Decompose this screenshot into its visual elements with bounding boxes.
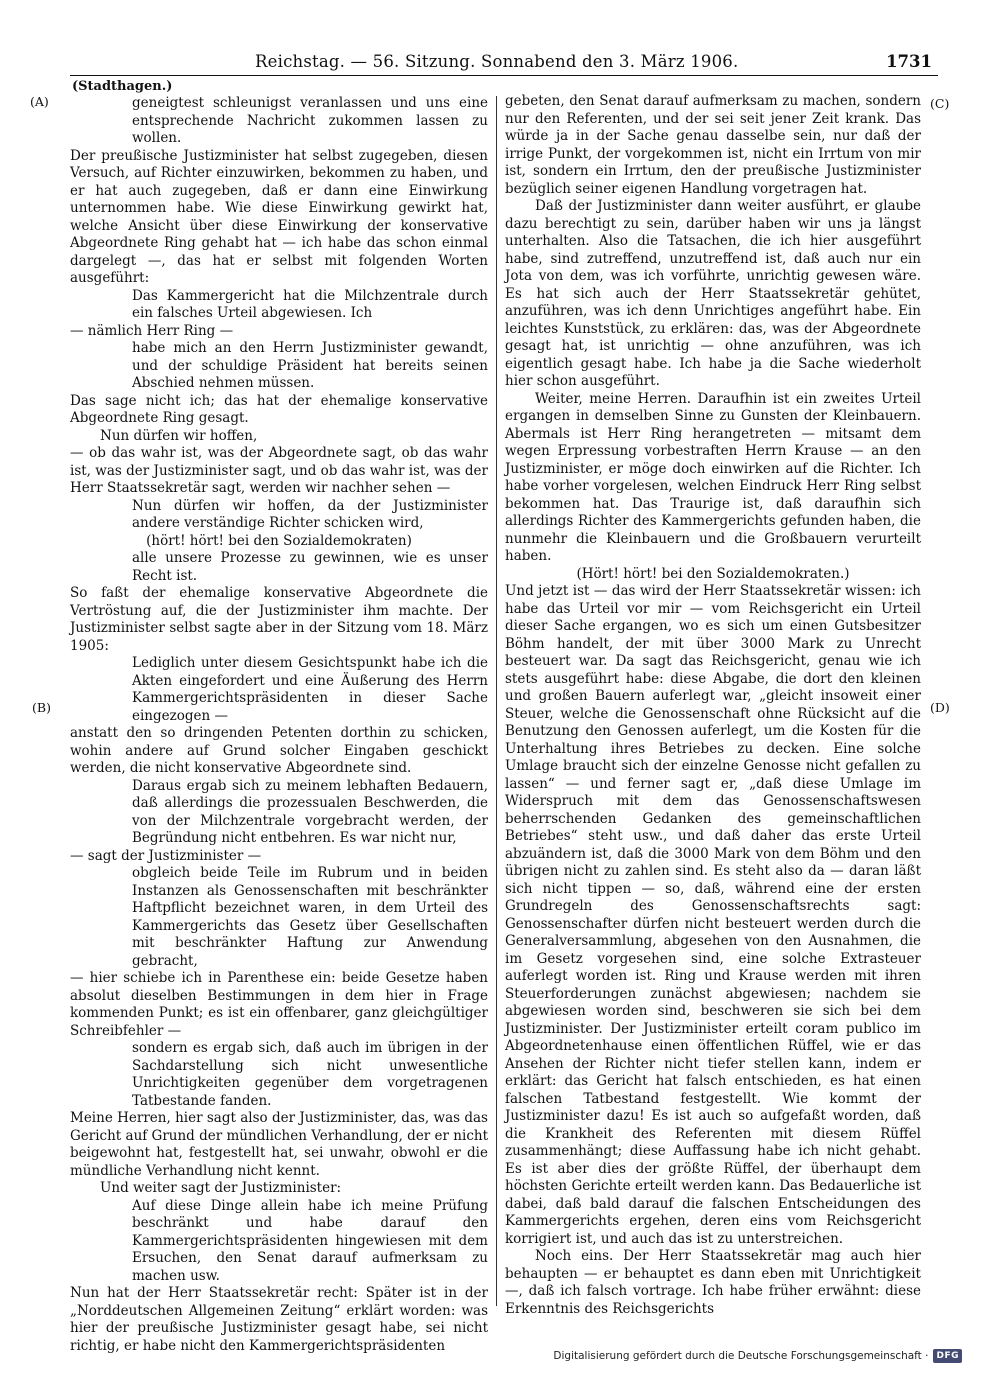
page-number: 1731 bbox=[886, 52, 932, 71]
left-column-paragraph: Das sage nicht ich; das hat der ehemalige konservative Abgeordnete Ring gesagt. bbox=[70, 392, 488, 426]
column-divider bbox=[496, 96, 497, 1306]
margin-marker-a: (A) bbox=[30, 94, 49, 109]
left-column-paragraph: Das Kammergericht hat die Milchzentrale durch ein falsches Urteil abgewiesen. Ich bbox=[132, 287, 488, 321]
left-column-paragraph: Der preußische Justizminister hat selbst zugegeben, diesen Versuch, auf Richter einzuwirken, bekommen zu haben, und er hat auch zugegeben, daß er dann eine Einwirkung unternommen habe. Wie diese Einwirkung gewirkt hat, welche Ansicht über diese Einwirkung der konservative Abgeordnete Ring gehabt hat — ich habe das schon einmal dargelegt —, das hat er selbst mit folgenden Worten ausgeführt: bbox=[70, 147, 488, 286]
left-column-paragraph: Nun hat der Herr Staatssekretär recht: Später ist in der „Norddeutschen Allgemeinen Zeitung“ erklärt worden: was hier der preußische Justizminister gesagt habe, sei nicht richtig, er habe nicht den Kammergerichtspräsidenten bbox=[70, 1285, 488, 1354]
left-column-paragraph: Lediglich unter diesem Gesichtspunkt habe ich die Akten eingefordert und eine Äußerung des Herrn Kammergerichtspräsidenten in dieser Sache eingezogen — bbox=[132, 655, 488, 724]
footer-credit: Digitalisierung gefördert durch die Deutsche Forschungsgemeinschaft · bbox=[553, 1350, 929, 1362]
page-footer bbox=[553, 1349, 962, 1363]
left-column-paragraph: — hier schiebe ich in Parenthese ein: beide Gesetze haben absolut dieselben Bestimmungen in dem hier in Frage kommenden Punkt; es ist ein offenbarer, ganz gleichgültiger Schreibfehler — bbox=[70, 970, 488, 1039]
left-column-paragraph: — nämlich Herr Ring — bbox=[70, 322, 234, 339]
right-column-paragraph: Noch eins. Der Herr Staatssekretär mag auch hier behaupten — er behauptet es dann eben mit Unrichtigkeit —, daß ich falsch vortrage. Ich habe früher erwähnt: diese Erkenntnis des Reichsgerichts bbox=[505, 1248, 921, 1317]
left-column-text bbox=[70, 95, 488, 1355]
left-column-paragraph: anstatt den so dringenden Petenten dorthin zu schicken, wohin andere auf Grund solcher Eingaben geschickt werden, die nicht konservative Abgeordnete sind. bbox=[70, 725, 488, 776]
header-title: Reichstag. — 56. Sitzung. Sonnabend den 3. März 1906. bbox=[255, 52, 739, 71]
left-column-paragraph: habe mich an den Herrn Justizminister gewandt, und der schuldige Präsident hat bereits seinen Abschied nehmen müssen. bbox=[132, 340, 488, 391]
left-column-paragraph: obgleich beide Teile im Rubrum und in beiden Instanzen als Genossenschaften mit beschränkter Haftpflicht bezeichnet waren, in dem Urteil des Kammergerichts das Gesetz über Gesellschaften mit beschränkter Haftung zur Anwendung gebracht, bbox=[132, 865, 488, 969]
right-column bbox=[505, 93, 921, 1318]
left-column-paragraph: Meine Herren, hier sagt also der Justizminister, das, was das Gericht auf Grund der mündlichen Verhandlung, der er nicht beigewohnt hat, festgestellt hat, sei unwahr, obwohl er die mündliche Verhandlung nicht kennt. bbox=[70, 1110, 488, 1179]
margin-marker-b: (B) bbox=[32, 700, 51, 715]
header-rule bbox=[70, 75, 938, 76]
right-column-paragraph: Daß der Justizminister dann weiter ausführt, er glaube dazu berechtigt zu sein, darüber haben wir uns ja längst unterhalten. Also die Tatsachen, die ich hier ausgeführt habe, sind zutreffend, unzutreffend ist, daß auch nur ein Jota von dem, was ich vorführte, unrichtig gewesen wäre. Es hat sich auch der Herr Staatssekretär gehütet, anzuführen, was ich denn Unrichtiges angeführt habe. Ein leichtes Kunststück, zu erklären: das, was der Abgeordnete gesagt hat, ist unrichtig — ohne anzuführen, was ich eigentlich gesagt habe. Ich habe ja die Sache wiederholt hier schon ausgeführt. bbox=[505, 198, 921, 389]
margin-marker-d: (D) bbox=[930, 700, 950, 715]
dfg-logo: DFG bbox=[933, 1349, 962, 1363]
right-column-paragraph: Und jetzt ist — das wird der Herr Staatssekretär wissen: ich habe das Urteil vor mir — vom Reichsgericht ein Urteil dieser Sache ergangen, wo es sich um einen Gutsbesitzer Böhm handelt, der mit über 3000 Mark zu Unrecht besteuert war. Da sagt das Reichsgericht, genau wie ich stets ausgeführt habe: diese Abgabe, die dort den kleinen und großen Bauern auferlegt war, „gleicht insoweit einer Steuer, welche die Genossenschaft ohne Rücksicht auf die Benutzung den Genossen auferlegt, um die Kosten für die Unterhaltung ihres Betriebes zu decken. Eine solche Umlage braucht sich der einzelne Genosse nicht gefallen zu lassen“ — und ferner sagt er, „daß diese Umlage im Widerspruch mit dem das Genossenschaftswesen beherrschenden Gedanken des gemeinschaftlichen Betriebes“ steht usw., und daß daher das erste Urteil abzuändern ist, daß die 3000 Mark von dem Böhm und den übrigen nicht zu zahlen sind. Es steht also da — daran läßt sich nicht tippen — so, daß, während eine der ersten Grundregeln des Genossenschaftsrechts sagt: Genossenschafter dürfen nicht besteuert werden durch die Generalversammlung, abgesehen von den Ausnahmen, die im Gesetz vorgesehen sind, eine solche Extrasteuer auferlegt worden ist. Ring und Krause werden mit ihren Steuerforderungen zunächst abgewiesen; nachdem sie abgewiesen worden sind, beschweren sie sich bei dem Justizminister. Der Justizminister erteilt coram publico im Abgeordnetenhause einen öffentlichen Rüffel, wie er das Ansehen der Richter nicht tiefer stellen kann, indem er erklärt: das Gericht hat falsch entschieden, es hat einen falschen Tatbestand festgestellt. Wie kommt der Justizminister dazu! Es ist auch so aufgefaßt worden, daß die Krankheit des Referenten mit diesem Rüffel zusammenhängt; diese Auffassung habe ich nicht gehabt. Es ist aber dies der größte Rüffel, der überhaupt dem höchsten Gerichte erteilt werden kann. Das Bedauerliche ist dabei, daß bald darauf die falschen Entscheidungen des Kammergerichts ergehen, deren eins vom Reichsgericht korrigiert ist, und auch das ist zu unterstreichen. bbox=[505, 583, 921, 1247]
right-column-paragraph: (Hört! hört! bei den Sozialdemokraten.) bbox=[576, 565, 850, 582]
left-column-paragraph: Nun dürfen wir hoffen, da der Justizminister andere verständige Richter schicken wird, bbox=[132, 497, 488, 531]
left-column-paragraph: alle unsere Prozesse zu gewinnen, wie es unser Recht ist. bbox=[132, 550, 488, 584]
left-column-paragraph: — ob das wahr ist, was der Abgeordnete sagt, ob das wahr ist, was der Justizminister sagt, und ob das wahr ist, was der Herr Staatssekretär sagt, werden wir nachher sehen — bbox=[70, 445, 488, 496]
margin-marker-c: (C) bbox=[930, 96, 950, 111]
left-column-paragraph: Auf diese Dinge allein habe ich meine Prüfung beschränkt und habe darauf den Kammergerichtspräsidenten hingewiesen mit dem Ersuchen, den Senat darauf aufmerksam zu machen usw. bbox=[132, 1197, 488, 1284]
left-column-paragraph: sondern es ergab sich, daß auch im übrigen in der Sachdarstellung sich nicht unwesentliche Unrichtigkeiten gegenüber dem vorgetragenen Tatbestande fanden. bbox=[132, 1040, 488, 1109]
speaker-name: (Stadthagen.) bbox=[72, 79, 173, 94]
left-column-paragraph: geneigtest schleunigst veranlassen und uns eine entsprechende Nachricht zukommen lassen zu wollen. bbox=[132, 95, 488, 146]
right-column-paragraph: Weiter, meine Herren. Daraufhin ist ein zweites Urteil ergangen in demselben Sinne zu Gunsten der Kleinbauern. Abermals ist Herr Ring herangetreten — mitsamt dem wegen Erpressung vorbestraften Herrn Krause — an den Justizminister, er möge doch einwirken auf die Richter. Ich habe vorher vorgelesen, welchen Eindruck Herr Ring selbst bekommen hat. Das Traurige ist, daß daraufhin sich allerdings Richter des Kammergerichts gefunden haben, die nunmehr die Kleinbauern und die Großbauern verurteilt haben. bbox=[505, 390, 921, 564]
left-column-paragraph: Und weiter sagt der Justizminister: bbox=[100, 1180, 342, 1196]
left-column-paragraph: — sagt der Justizminister — bbox=[70, 847, 262, 864]
page-header bbox=[70, 48, 938, 76]
left-column-paragraph: Daraus ergab sich zu meinem lebhaften Bedauern, daß allerdings die prozessualen Beschwerden, die von der Milchzentrale vorgebracht werden, der Begründung nicht entbehren. Es war nicht nur, bbox=[132, 777, 488, 846]
left-column bbox=[70, 78, 488, 1355]
left-column-paragraph: (hört! hört! bei den Sozialdemokraten) bbox=[146, 532, 412, 549]
left-column-paragraph: So faßt der ehemalige konservative Abgeordnete die Vertröstung auf, die der Justizminister ihm machte. Der Justizminister selbst sagte aber in der Sitzung vom 18. März 1905: bbox=[70, 585, 488, 654]
left-column-paragraph: Nun dürfen wir hoffen, bbox=[100, 427, 258, 444]
right-column-paragraph: gebeten, den Senat darauf aufmerksam zu machen, sondern nur den Referenten, und der sei seit jener Zeit krank. Das würde ja in der Sache genau dasselbe sein, nur daß der irrige Punkt, der vorgekommen ist, nicht ein Irrtum von mir ist, sondern ein Irrtum, den der preußische Justizminister bezüglich seiner eigenen Handlung vorgetragen hat. bbox=[505, 93, 921, 197]
right-column-text bbox=[505, 93, 921, 1318]
